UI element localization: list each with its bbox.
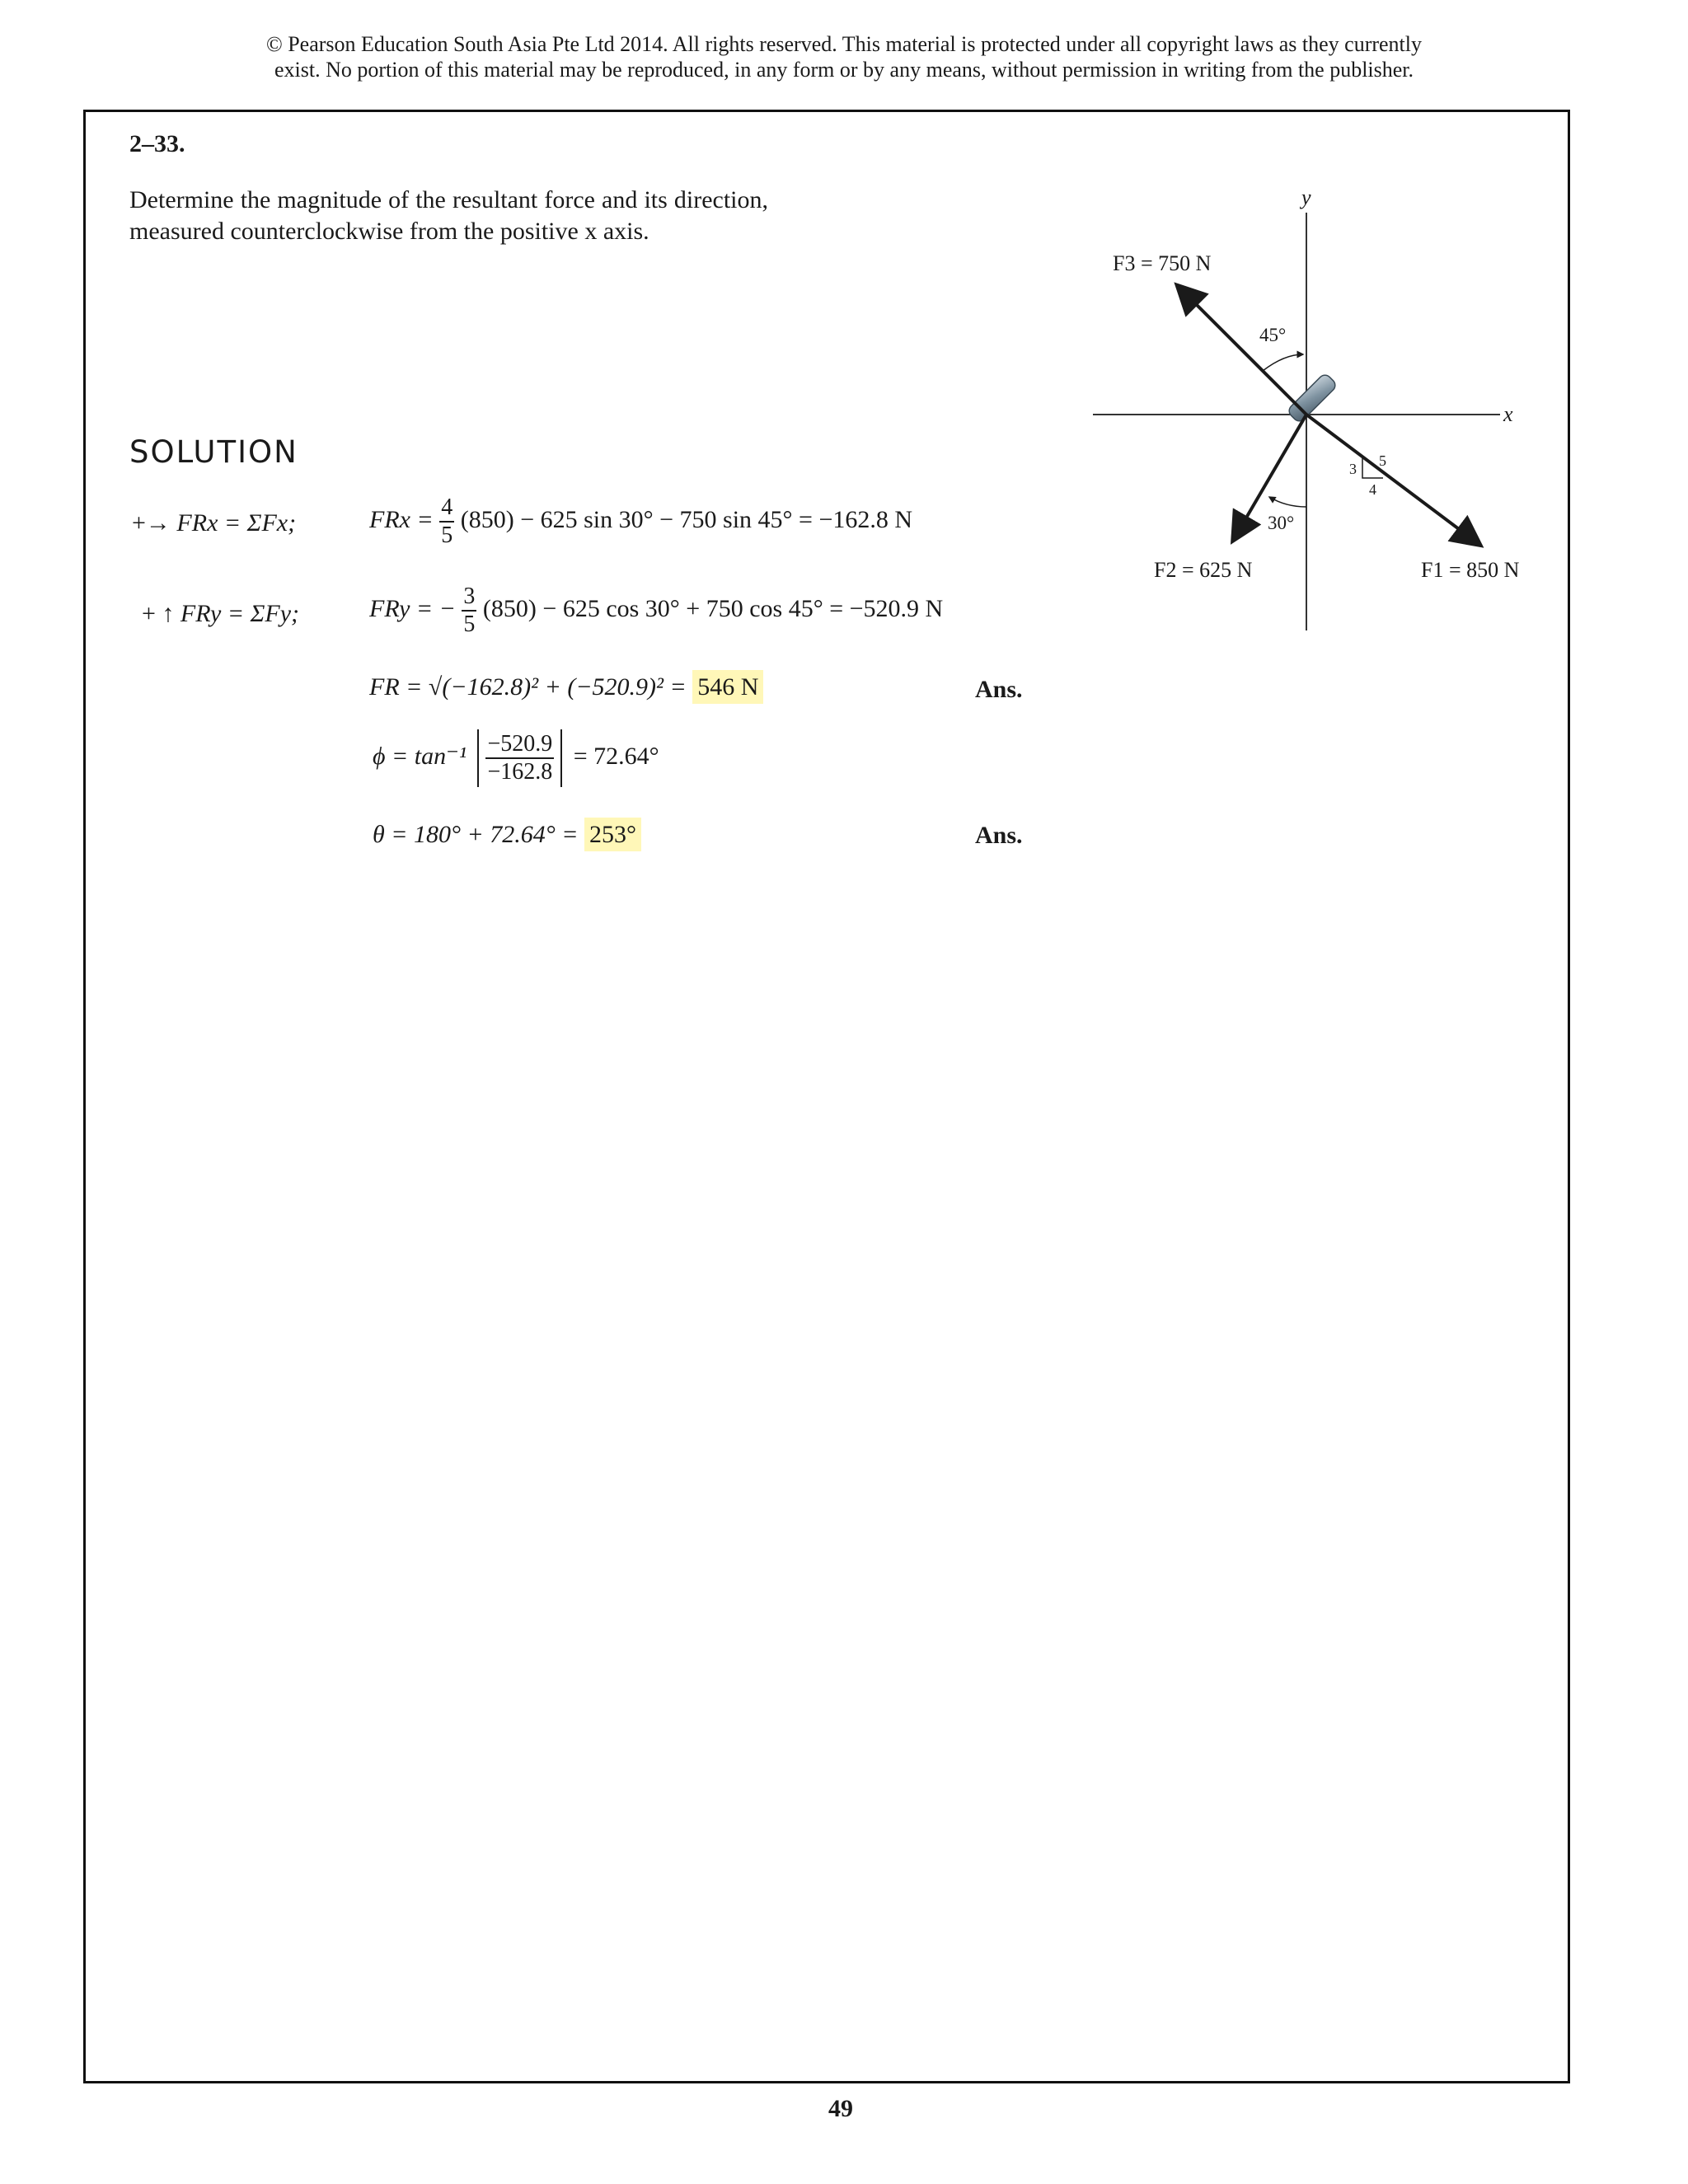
- problem-statement: Determine the magnitude of the resultant force and its direction, measured counterclockwise from the positive x axis.: [129, 186, 768, 245]
- triangle-5-label: 5: [1379, 452, 1386, 469]
- eq1-label: [132, 509, 296, 537]
- angle-30-label: 30°: [1268, 513, 1295, 533]
- eq3-lhs: FR = √(−162.8)² + (−520.9)² =: [369, 673, 687, 701]
- eq4-fraction-num: −520.9: [485, 731, 554, 759]
- angle-45-arc: [1263, 354, 1303, 371]
- solution-heading: SOLUTION: [129, 434, 298, 470]
- eq2-fraction-num: 3: [462, 583, 476, 612]
- eq2-lhs: FRy = −: [369, 594, 456, 622]
- eq2-label: [142, 600, 299, 628]
- eq2-fraction: [462, 583, 476, 638]
- eq1-fraction-num: 4: [439, 494, 454, 523]
- eq5-ans-label: Ans.: [975, 822, 1023, 849]
- eq1-fraction-den: 5: [441, 523, 453, 548]
- triangle-3-label: 3: [1349, 461, 1357, 477]
- eq1-fraction: [439, 494, 454, 549]
- eq1-rhs: (850) − 625 sin 30° − 750 sin 45° = −162.8 N: [460, 505, 913, 533]
- y-axis-label: y: [1301, 185, 1311, 209]
- eq4-fraction-den: −162.8: [487, 759, 553, 785]
- pin-icon: [1287, 373, 1338, 424]
- eq3-ans-label: Ans.: [975, 676, 1023, 703]
- force-f3-arrow: [1179, 287, 1306, 415]
- eq1-lhs: FRx =: [369, 505, 434, 533]
- force-f1-arrow: [1306, 415, 1479, 544]
- eq2-label-text: FRy = ΣFy;: [180, 600, 300, 627]
- page-number: 49: [828, 2095, 853, 2122]
- triangle-4-label: 4: [1369, 481, 1376, 498]
- copyright-line-1: © Pearson Education South Asia Pte Ltd 2014. All rights reserved. This material is protected under all copyright laws as they currently: [265, 32, 1423, 56]
- eq4-lhs: ϕ = tan⁻¹: [373, 742, 467, 770]
- eq5-answer-highlight: 253°: [584, 818, 641, 851]
- eq4-bracket: [477, 729, 562, 787]
- angle-45-label: 45°: [1259, 325, 1287, 345]
- eq1-sign: +→: [132, 509, 171, 537]
- angle-30-arc: [1269, 497, 1306, 507]
- copyright-line-2: exist. No portion of this material may be reproduced, in any form or by any means, without permission in writing from the publisher.: [274, 58, 1414, 82]
- eq2-rhs: (850) − 625 cos 30° + 750 cos 45° = −520.9 N: [482, 594, 944, 622]
- eq4-fraction: [485, 731, 554, 785]
- force-diagram: [1071, 181, 1566, 643]
- eq2-sign: + ↑: [142, 600, 175, 627]
- copyright-notice: [0, 31, 1688, 82]
- eq2-fraction-den: 5: [463, 612, 476, 637]
- eq4-expression: [373, 729, 659, 787]
- f3-label: F3 = 750 N: [1113, 251, 1212, 275]
- eq3-answer-highlight: 546 N: [692, 670, 763, 704]
- f1-label: F1 = 850 N: [1421, 558, 1520, 582]
- eq2-expression: [369, 583, 943, 638]
- problem-number: 2–33.: [129, 130, 185, 157]
- f2-label: F2 = 625 N: [1154, 558, 1253, 582]
- eq3-expression: [369, 673, 763, 701]
- eq1-expression: [369, 494, 912, 549]
- eq5-expression: [373, 821, 641, 849]
- eq1-label-text: FRx = ΣFx;: [176, 509, 297, 537]
- eq5-lhs: θ = 180° + 72.64° =: [373, 821, 579, 848]
- eq4-rhs: = 72.64°: [573, 742, 659, 770]
- x-axis-label: x: [1503, 402, 1513, 426]
